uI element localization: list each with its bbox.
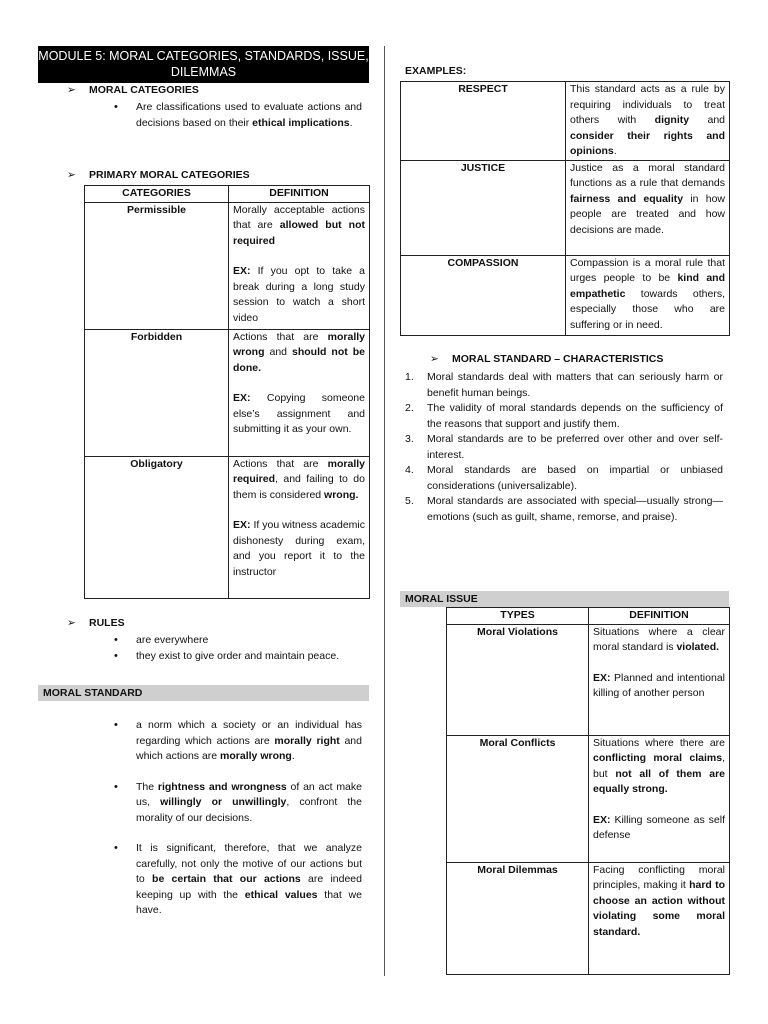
table-row (85, 329, 370, 456)
arrow-icon: ➢ (67, 84, 76, 96)
category-cell: Permissible (85, 202, 229, 329)
type-cell: Moral Dilemmas (447, 862, 589, 974)
list-item: 5. Moral standards are associated with special—usually strong—emotions (such as guilt, shame, remorse, and praise). (405, 495, 723, 523)
standard-name-cell: JUSTICE (401, 160, 566, 255)
column-header: DEFINITION (229, 186, 370, 203)
category-cell: Forbidden (85, 329, 229, 456)
standard-name-cell: COMPASSION (401, 255, 566, 335)
arrow-icon: ➢ (430, 353, 439, 365)
definition-cell: Facing conflicting moral principles, making it hard to choose an action without violating some moral standard. (589, 862, 730, 974)
list-item: 3. Moral standards are to be preferred over other and over self-interest. (405, 433, 723, 461)
moral-issue-heading: MORAL ISSUE (400, 591, 729, 607)
list-item: 2. The validity of moral standards depends on the sufficiency of the reasons that support and justify them. (405, 402, 723, 430)
definition-cell: This standard acts as a rule by requiring individuals to treat others with dignity and consider their rights and opinions. (566, 82, 730, 161)
standard-name-cell: RESPECT (401, 82, 566, 161)
table-header-row (447, 608, 730, 625)
definition-cell: Morally acceptable actions that are allowed but not required EX: If you opt to take a break during a long study session to watch a short video (229, 202, 370, 329)
table-row (401, 255, 730, 335)
arrow-icon: ➢ (67, 617, 76, 629)
primary-categories-table (84, 185, 370, 599)
table-row (85, 456, 370, 598)
moral-standard-heading: MORAL STANDARD (38, 685, 369, 701)
column-header: DEFINITION (589, 608, 730, 625)
moral-issue-table (446, 607, 730, 975)
column-header: TYPES (447, 608, 589, 625)
type-cell: Moral Violations (447, 624, 589, 735)
type-cell: Moral Conflicts (447, 735, 589, 862)
table-row (401, 82, 730, 161)
list-item: 4. Moral standards are based on impartial or unbiased considerations (universalizable). (405, 464, 723, 492)
definition-cell: Situations where there are conflicting moral claims, but not all of them are equally strong. EX: Killing someone as self defense (589, 735, 730, 862)
rules-heading: ➢ RULES (67, 616, 125, 632)
examples-table (400, 81, 730, 336)
category-cell: Obligatory (85, 456, 229, 598)
list-item: • Are classifications used to evaluate actions and decisions based on their ethical implications. (114, 100, 362, 131)
definition-cell: Actions that are morally wrong and should not be done. EX: Copying someone else’s assignment and submitting it as your own. (229, 329, 370, 456)
table-header-row (85, 186, 370, 203)
table-row (447, 862, 730, 974)
moral-categories-list (114, 100, 362, 131)
arrow-icon: ➢ (67, 169, 76, 181)
examples-heading: EXAMPLES: (405, 65, 467, 77)
definition-cell: Actions that are morally required, and failing to do them is considered wrong. EX: If you witness academic dishonesty during exam, and you report it to the instructor (229, 456, 370, 598)
primary-categories-heading: ➢ PRIMARY MORAL CATEGORIES (67, 168, 250, 184)
list-item: • The rightness and wrongness of an act make us, willingly or unwillingly, confront the morality of our decisions. (114, 780, 362, 827)
definition-cell: Situations where a clear moral standard is violated. EX: Planned and intentional killing of another person (589, 624, 730, 735)
definition-cell: Justice as a moral standard functions as a rule that demands fairness and equality in how people are treated and how decisions are made. (566, 160, 730, 255)
table-row (447, 624, 730, 735)
rules-list (114, 633, 364, 664)
characteristics-heading: ➢ MORAL STANDARD – CHARACTERISTICS (430, 352, 663, 368)
list-item: • they exist to give order and maintain peace. (114, 649, 364, 665)
column-header: CATEGORIES (85, 186, 229, 203)
moral-standard-list (114, 718, 362, 919)
table-row (401, 160, 730, 255)
moral-categories-heading: ➢ MORAL CATEGORIES (67, 83, 199, 99)
column-divider (384, 46, 385, 976)
list-item: 1. Moral standards deal with matters that can seriously harm or benefit human beings. (405, 371, 723, 399)
table-row (85, 202, 370, 329)
characteristics-list (403, 370, 723, 525)
list-item: • a norm which a society or an individual has regarding which actions are morally right and which actions are morally wrong. (114, 718, 362, 765)
page-title: MODULE 5: MORAL CATEGORIES, STANDARDS, ISSUE, DILEMMAS (38, 46, 369, 83)
definition-cell: Compassion is a moral rule that urges people to be kind and empathetic towards others, especially those who are suffering or in need. (566, 255, 730, 335)
table-row (447, 735, 730, 862)
list-item: • are everywhere (114, 633, 364, 649)
list-item: • It is significant, therefore, that we analyze carefully, not only the motive of our actions but to be certain that our actions are indeed keeping up with the ethical values that we have. (114, 841, 362, 919)
